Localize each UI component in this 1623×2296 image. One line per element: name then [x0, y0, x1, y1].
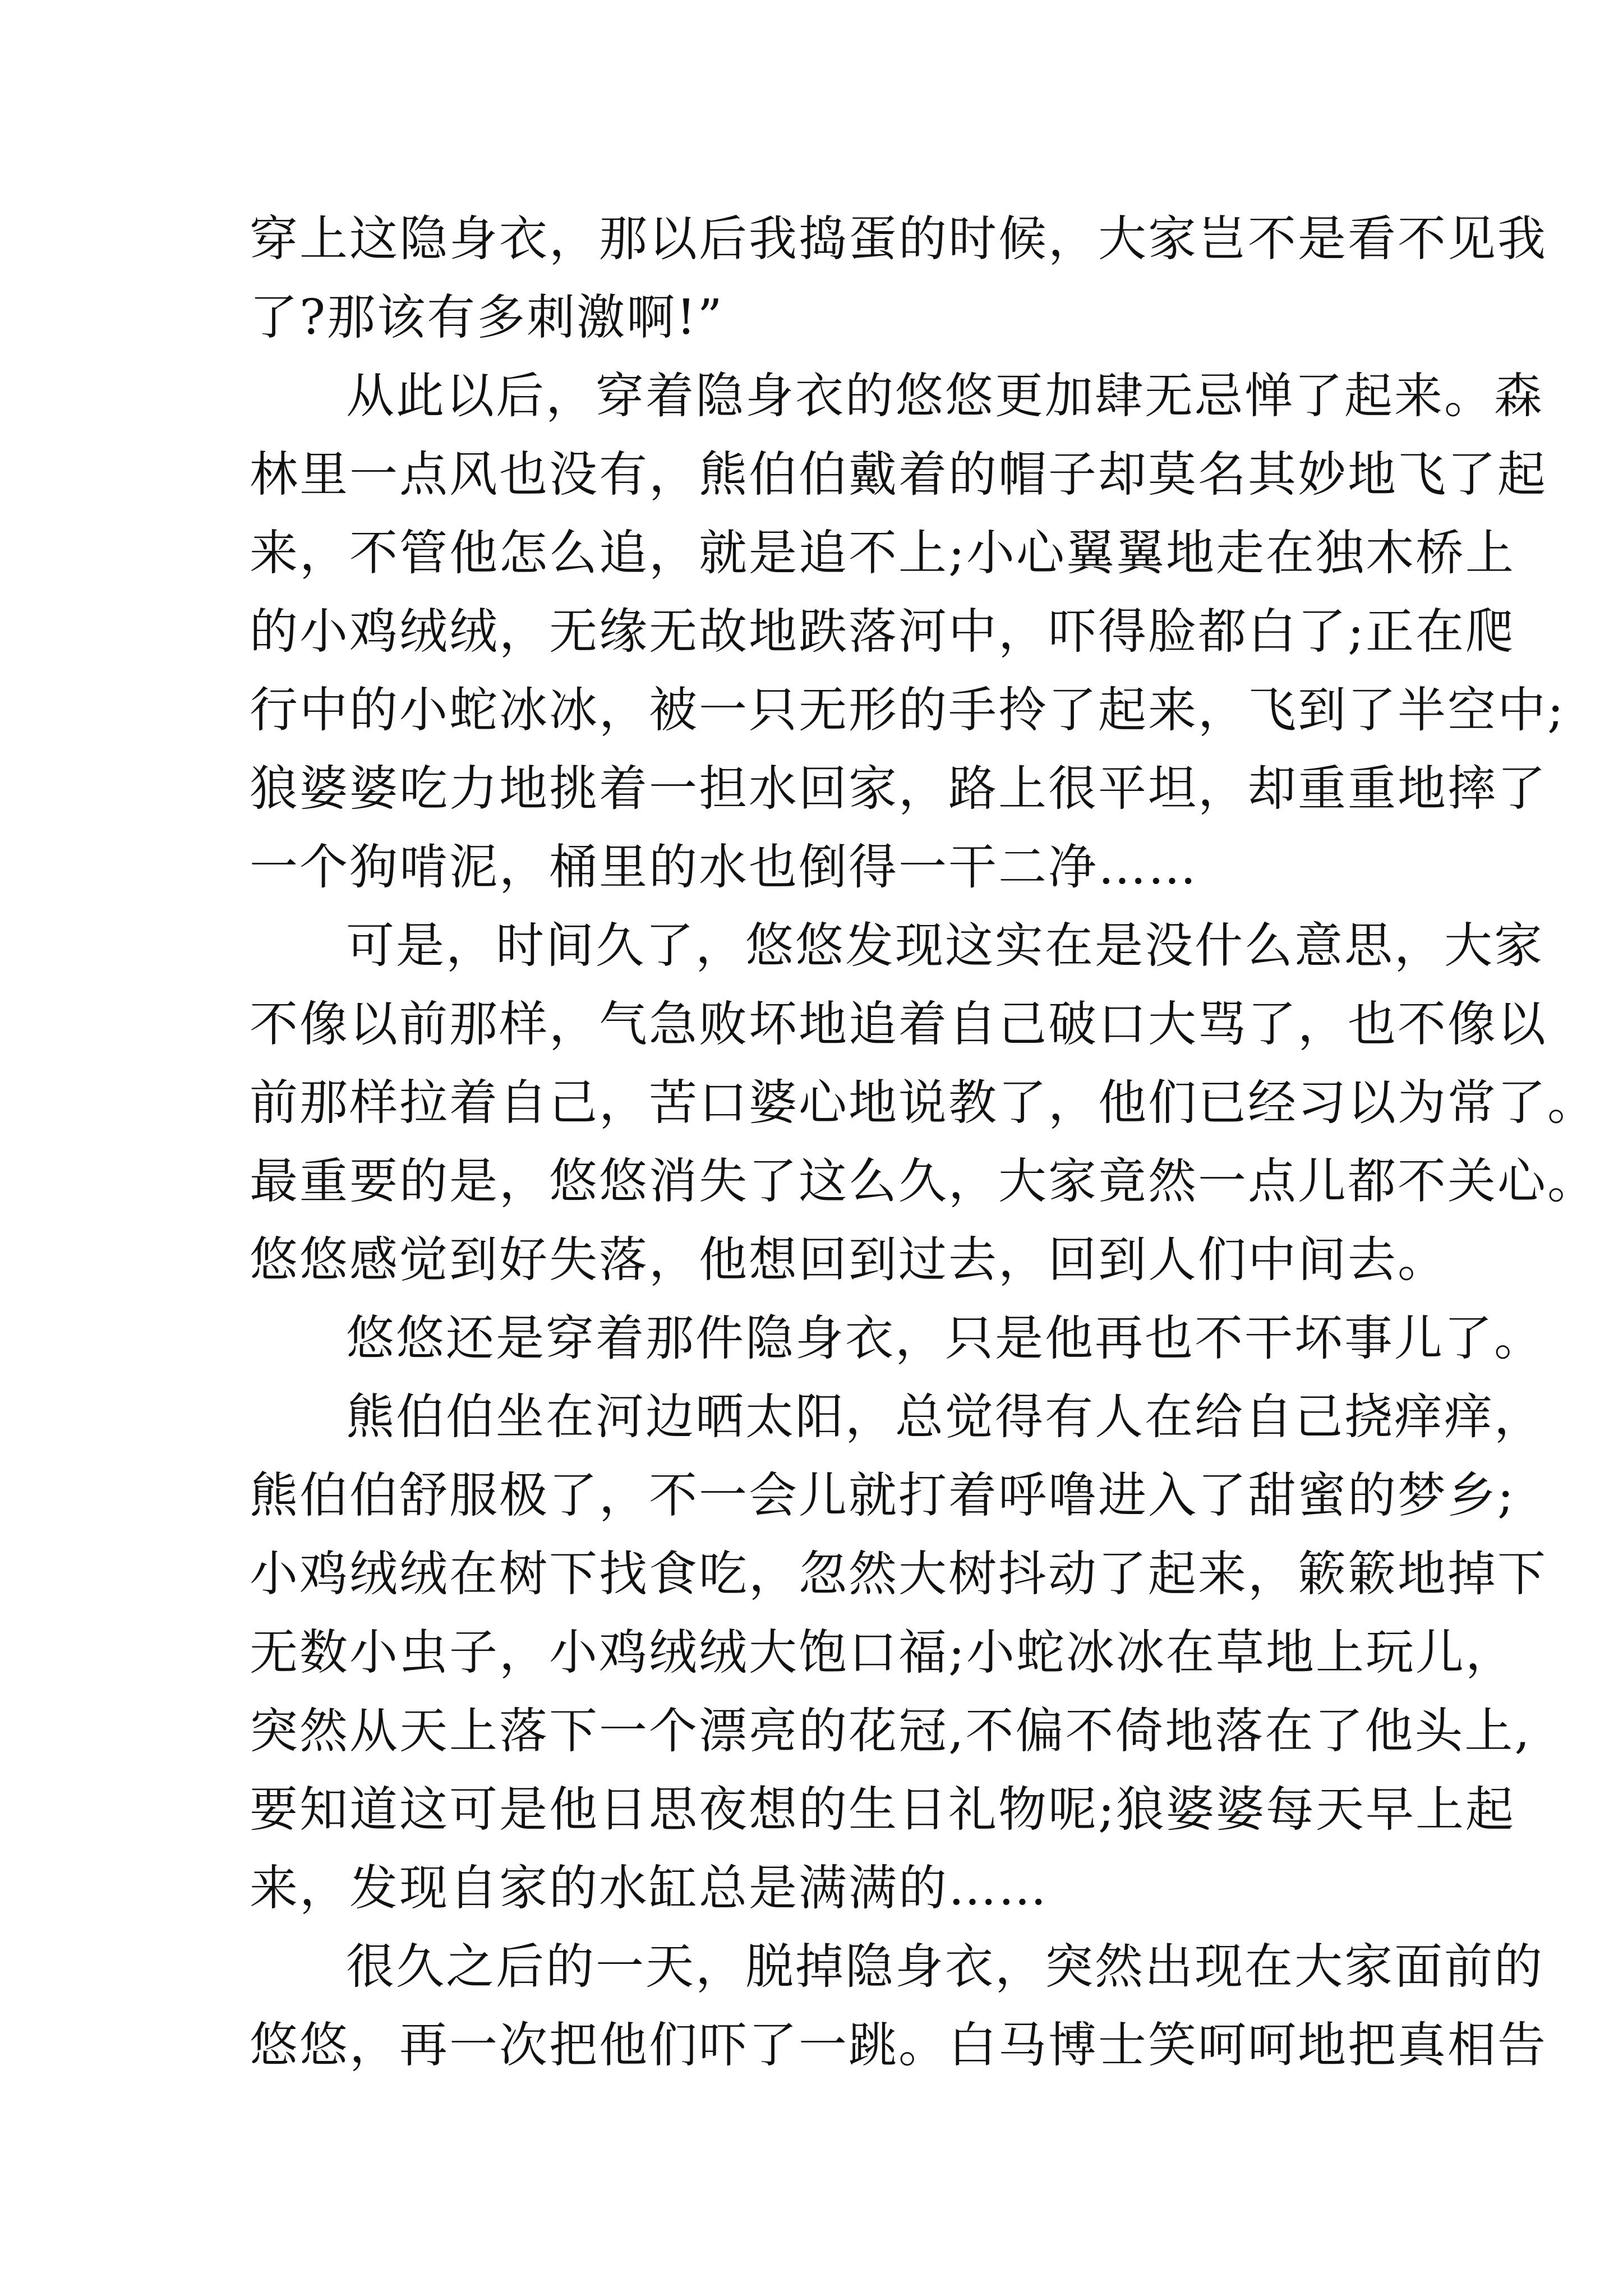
paragraph-start-line: 从此以后，穿着隐身衣的悠悠更加肆无忌惮了起来。森: [346, 368, 1544, 424]
text-line: 突然从天上落下一个漂亮的花冠,不偏不倚地落在了他头上,: [250, 1703, 1532, 1759]
text-line: 狼婆婆吃力地挑着一担水回家，路上很平坦，却重重地摔了: [250, 761, 1547, 817]
paragraph-start-line: 熊伯伯坐在河边晒太阳，总觉得有人在给自己挠痒痒，: [346, 1389, 1544, 1445]
text-line: 要知道这可是他日思夜想的生日礼物呢;狼婆婆每天早上起: [250, 1782, 1515, 1838]
text-line: 悠悠，再一次把他们吓了一跳。白马博士笑呵呵地把真相告: [250, 2017, 1547, 2073]
text-line: 行中的小蛇冰冰，被一只无形的手拎了起来，飞到了半空中;: [250, 682, 1565, 738]
text-line: 小鸡绒绒在树下找食吃，忽然大树抖动了起来，簌簌地掉下: [250, 1546, 1547, 1602]
text-line: 前那样拉着自己，苦口婆心地说教了，他们已经习以为常了。: [250, 1075, 1597, 1131]
paragraph-start-line: 可是，时间久了，悠悠发现这实在是没什么意思，大家: [346, 918, 1544, 974]
text-line: 林里一点风也没有，熊伯伯戴着的帽子却莫名其妙地飞了起: [250, 447, 1547, 503]
text-line: 悠悠感觉到好失落，他想回到过去，回到人们中间去。: [250, 1232, 1447, 1288]
text-line: 穿上这隐身衣，那以后我捣蛋的时候，大家岂不是看不见我: [250, 211, 1547, 267]
text-line: 最重要的是，悠悠消失了这么久，大家竟然一点儿都不关心。: [250, 1153, 1597, 1209]
paragraph-start-line: 悠悠还是穿着那件隐身衣，只是他再也不干坏事儿了。: [346, 1310, 1544, 1366]
text-line: 熊伯伯舒服极了，不一会儿就打着呼噜进入了甜蜜的梦乡;: [250, 1467, 1515, 1524]
text-line: 的小鸡绒绒，无缘无故地跌落河中，吓得脸都白了;正在爬: [250, 604, 1515, 660]
text-line: 来，不管他怎么追，就是追不上;小心翼翼地走在独木桥上: [250, 525, 1515, 581]
text-line: 无数小虫子，小鸡绒绒大饱口福;小蛇冰冰在草地上玩儿，: [250, 1625, 1515, 1681]
text-line: 不像以前那样，气急败坏地追着自己破口大骂了，也不像以: [250, 996, 1547, 1052]
text-line: 了?那该有多刺激啊!”: [250, 289, 724, 346]
text-line: 一个狗啃泥，桶里的水也倒得一干二净……: [250, 839, 1198, 895]
paragraph-start-line: 很久之后的一天，脱掉隐身衣，突然出现在大家面前的: [346, 1939, 1544, 1995]
text-line: 来，发现自家的水缸总是满满的……: [250, 1860, 1048, 1916]
